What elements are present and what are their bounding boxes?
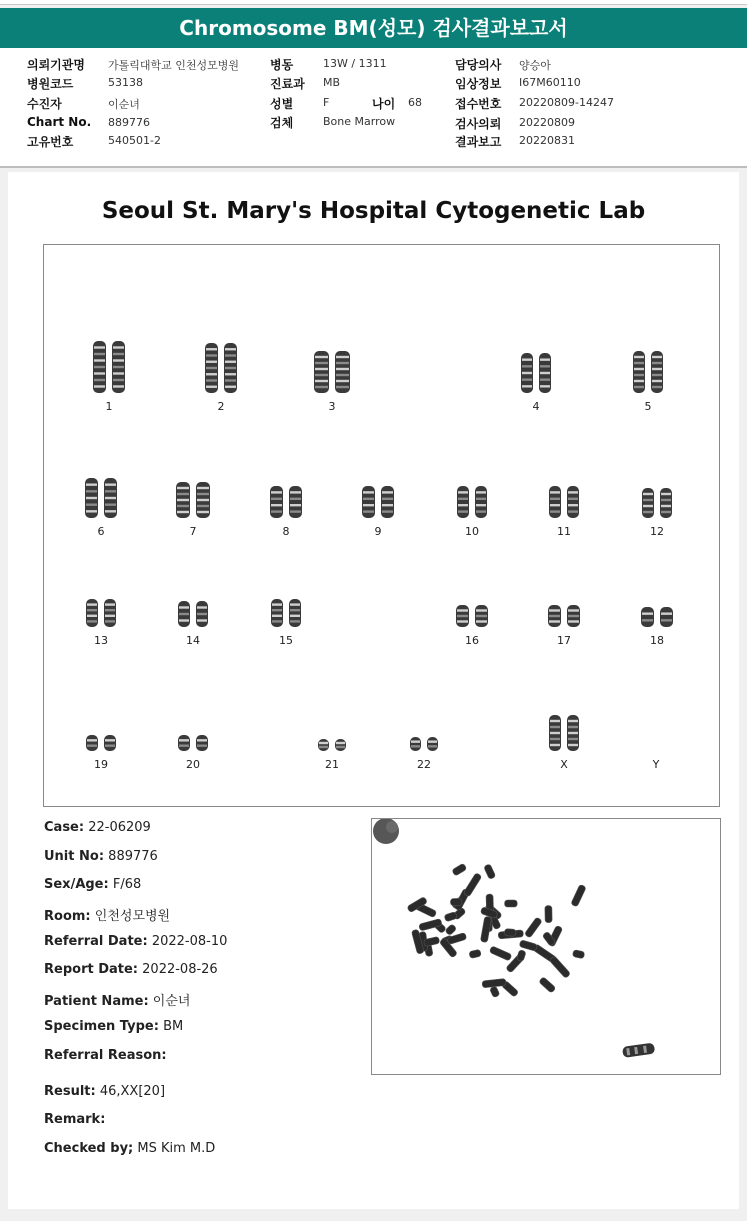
chromosome-label-9: 9 <box>374 525 382 538</box>
physician-value: 양승아 <box>519 59 551 72</box>
result-value: 46,XX[20] <box>99 1084 166 1099</box>
metaphase-chromosome <box>505 900 518 907</box>
age-value: 68 <box>408 96 422 109</box>
chromosome-label-13: 13 <box>94 634 108 647</box>
chromosome-label-6: 6 <box>97 525 105 538</box>
chromosome-pair-9 <box>362 486 394 518</box>
remark-label: Remark: <box>44 1112 106 1127</box>
checked-by-field <box>44 1141 215 1156</box>
chromosome-pair-20 <box>178 735 208 751</box>
accession-label: 접수번호 <box>455 97 502 111</box>
case-field <box>44 820 151 835</box>
chromosome-label-8: 8 <box>282 525 290 538</box>
chromosome-label-15: 15 <box>279 634 293 647</box>
metaphase-chromosome <box>489 946 512 961</box>
chromosome-label-X: X <box>560 758 568 771</box>
department-value: MB <box>323 76 341 89</box>
chromosome-label-19: 19 <box>94 758 108 771</box>
unit-no-value: 889776 <box>108 849 158 864</box>
clinical-info-value: I67M60110 <box>519 76 581 89</box>
chromosome-label-10: 10 <box>465 525 479 538</box>
specimen-type-field <box>44 1019 183 1034</box>
department-label: 진료과 <box>270 77 305 91</box>
chromosome-pair-5 <box>633 351 663 393</box>
patient-info-panel <box>0 48 747 168</box>
chromosome-pair-6 <box>85 478 117 518</box>
request-date-value: 20220809 <box>519 116 575 129</box>
chromosome-label-7: 7 <box>189 525 197 538</box>
chromosome-label-4: 4 <box>532 400 540 413</box>
specimen-value: Bone Marrow <box>323 115 396 128</box>
chromosome-pair-7 <box>176 482 210 518</box>
remark-field <box>44 1112 105 1127</box>
metaphase-chromosome <box>469 949 482 958</box>
metaphase-image <box>371 818 721 1075</box>
referral-reason-label: Referral Reason: <box>44 1048 167 1063</box>
result-date-value: 20220831 <box>519 134 575 147</box>
metaphase-chromosome <box>444 912 458 922</box>
chromosome-pair-16 <box>456 605 488 627</box>
report-date-label: Report Date: <box>44 962 139 977</box>
case-value: 22-06209 <box>88 820 151 835</box>
unique-no-label: 고유번호 <box>27 135 74 149</box>
clinical-info-label: 임상정보 <box>455 77 502 91</box>
chromosome-label-3: 3 <box>328 400 336 413</box>
checked-by-label: Checked by; <box>44 1141 134 1156</box>
metaphase-chromosome <box>549 956 570 979</box>
chromosome-label-Y: Y <box>652 758 660 771</box>
sex-age-label: Sex/Age: <box>44 877 109 892</box>
chromosome-pair-14 <box>178 601 208 627</box>
metaphase-chromosome <box>450 898 462 905</box>
unit-no-field <box>44 849 158 864</box>
chromosome-label-11: 11 <box>557 525 571 538</box>
report-banner <box>0 8 747 48</box>
unit-no-label: Unit No: <box>44 849 105 864</box>
metaphase-chromosome <box>484 864 496 880</box>
metaphase-chromosome <box>489 986 500 998</box>
sex-age-field <box>44 877 141 892</box>
patient-label: 수진자 <box>27 97 62 111</box>
hospital-code-label: 병원코드 <box>27 77 74 91</box>
patient-name-field <box>44 990 190 1009</box>
chromosome-label-22: 22 <box>417 758 431 771</box>
hospital-code-value: 53138 <box>108 76 143 89</box>
chromosome-pair-12 <box>642 488 672 518</box>
physician-label: 담당의사 <box>455 58 502 72</box>
sex-value: F <box>323 96 330 109</box>
chromosome-pair-21 <box>318 739 346 751</box>
sex-age-value: F/68 <box>112 877 142 892</box>
metaphase-spread-graphic <box>372 819 720 1074</box>
accession-value: 20220809-14247 <box>519 96 614 109</box>
chromosome-pair-19 <box>86 735 116 751</box>
metaphase-chromosome <box>545 906 552 923</box>
room-value: 인천성모병원 <box>94 909 171 924</box>
chromosome-pair-3 <box>314 351 350 393</box>
patient-name-value: 이순녀 <box>152 994 191 1009</box>
chromosome-pair-22 <box>410 737 438 751</box>
room-label: Room: <box>44 909 91 924</box>
result-date-label: 결과보고 <box>455 135 502 149</box>
lab-title: Seoul St. Mary's Hospital Cytogenetic Lab <box>101 198 646 224</box>
specimen-type-value: BM <box>163 1019 184 1034</box>
chromosome-pair-8 <box>270 486 302 518</box>
room-field <box>44 905 170 924</box>
ward-label: 병동 <box>270 58 294 72</box>
report-date-field <box>44 962 218 977</box>
referral-reason-field <box>44 1048 167 1063</box>
result-label: Result: <box>44 1084 96 1099</box>
top-rule <box>0 0 747 5</box>
chromosome-pair-15 <box>271 599 301 627</box>
institution-value: 가톨릭대학교 인천성모병원 <box>108 59 240 72</box>
metaphase-chromosome <box>572 950 585 959</box>
chromosome-pair-2 <box>205 343 237 393</box>
age-label: 나이 <box>372 97 396 111</box>
karyotype-report-sheet <box>8 172 739 1209</box>
specimen-label: 검체 <box>270 116 294 130</box>
metaphase-chromosome <box>539 977 556 994</box>
sex-label: 성별 <box>270 97 294 111</box>
chromosome-pair-1 <box>93 341 125 393</box>
request-date-label: 검사의뢰 <box>455 117 502 131</box>
chromosome-pair-11 <box>549 486 579 518</box>
metaphase-chromosome <box>445 924 457 936</box>
chart-no-label: Chart No. <box>27 115 92 129</box>
patient-value: 이순녀 <box>108 98 140 111</box>
referral-date-field <box>44 934 227 949</box>
chromosome-label-17: 17 <box>557 634 571 647</box>
chromosome-pair-17 <box>548 605 580 627</box>
unique-no-value: 540501-2 <box>108 134 161 147</box>
chromosome-label-16: 16 <box>465 634 479 647</box>
ward-value: 13W / 1311 <box>323 57 387 70</box>
report-date-value: 2022-08-26 <box>142 962 218 977</box>
chromosome-label-2: 2 <box>217 400 225 413</box>
metaphase-chromosome <box>524 917 542 938</box>
chromosome-pair-4 <box>521 353 551 393</box>
metaphase-chromosome <box>516 950 526 962</box>
case-label: Case: <box>44 820 85 835</box>
chromosome-label-21: 21 <box>325 758 339 771</box>
result-field <box>44 1084 165 1099</box>
institution-label: 의뢰기관명 <box>27 58 85 72</box>
chromosome-label-12: 12 <box>650 525 664 538</box>
chromosome-label-18: 18 <box>650 634 664 647</box>
metaphase-chromosome <box>504 929 516 937</box>
karyogram-panel <box>43 244 720 807</box>
metaphase-chromosome <box>519 940 537 951</box>
chromosome-label-20: 20 <box>186 758 200 771</box>
chromosome-pair-10 <box>457 486 487 518</box>
report-title: Chromosome BM(성모) 검사결과보고서 <box>179 16 568 40</box>
referral-date-value: 2022-08-10 <box>151 934 228 949</box>
chart-no-value: 889776 <box>108 116 150 129</box>
chromosome-label-14: 14 <box>186 634 200 647</box>
checked-by-value: MS Kim M.D <box>137 1141 216 1156</box>
chromosome-pair-13 <box>86 599 116 627</box>
patient-name-label: Patient Name: <box>44 994 149 1009</box>
metaphase-chromosome <box>452 863 467 876</box>
chromosome-label-1: 1 <box>105 400 113 413</box>
metaphase-chromosome <box>463 873 482 897</box>
chromosome-pair-18 <box>641 607 673 627</box>
metaphase-chromosome <box>571 884 587 907</box>
specimen-type-label: Specimen Type: <box>44 1019 159 1034</box>
chromosome-label-5: 5 <box>644 400 652 413</box>
referral-date-label: Referral Date: <box>44 934 148 949</box>
chromosome-pair-X <box>549 715 579 751</box>
